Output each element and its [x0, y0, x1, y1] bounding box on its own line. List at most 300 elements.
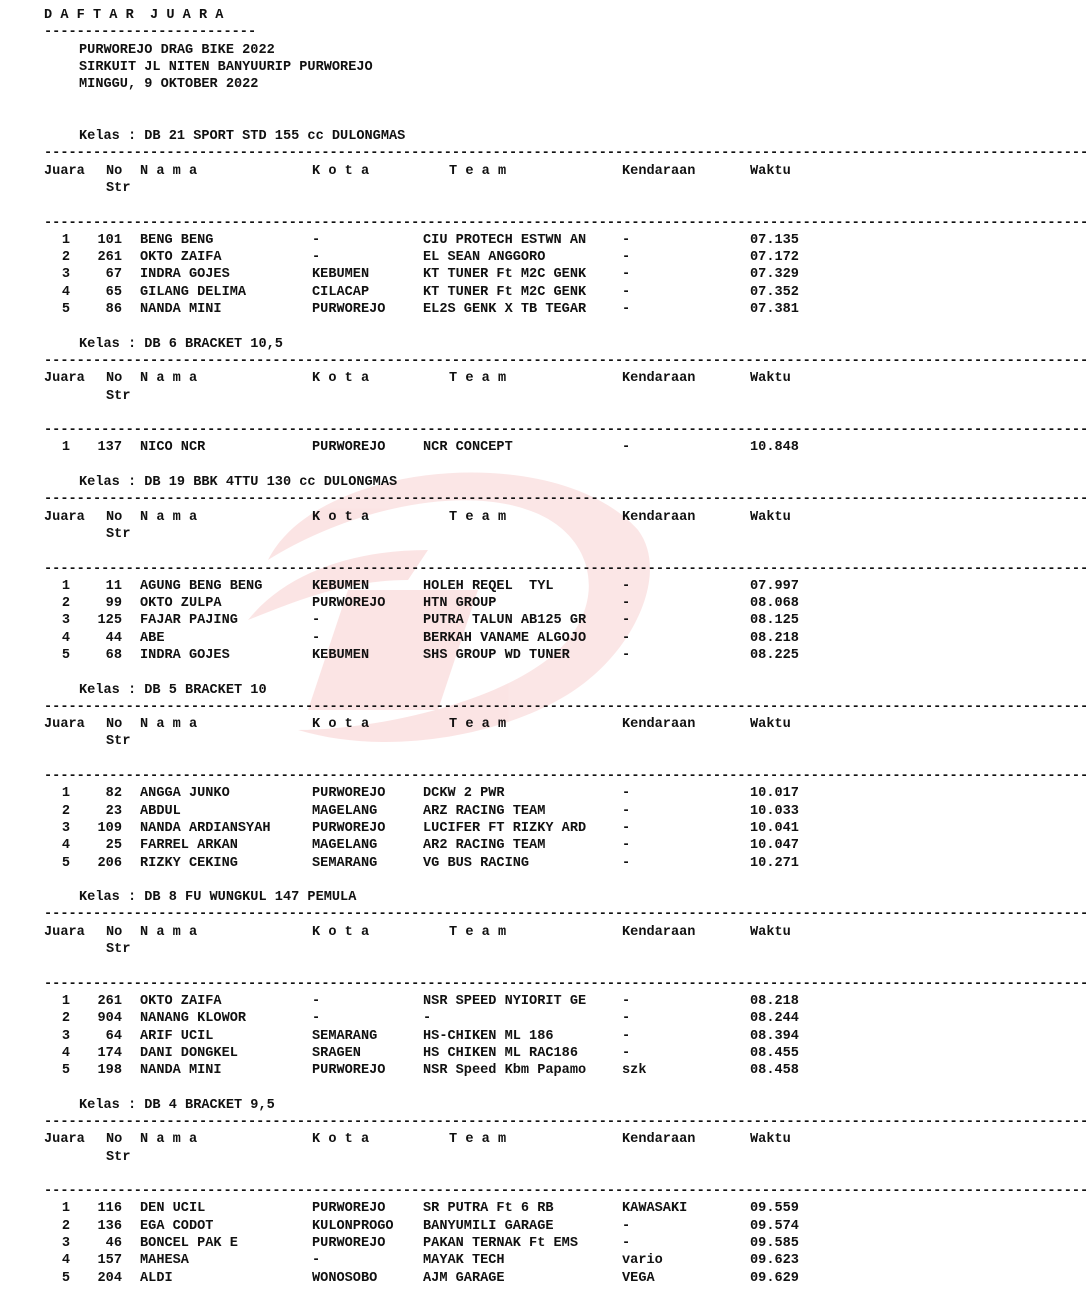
table-row [44, 993, 834, 1010]
cell-juara: 2 [61, 250, 70, 266]
cell-team: VG BUS RACING [423, 855, 530, 871]
cell-kendaraan: szk [622, 1063, 647, 1079]
cell-juara: 5 [61, 302, 70, 318]
cell-nama: BENG BENG [140, 232, 214, 248]
cell-nama: OKTO ZAIFA [140, 993, 222, 1009]
table-header [44, 370, 834, 387]
table-row [44, 249, 834, 266]
cell-no: 101 [97, 232, 122, 248]
col-kendaraan-header: Kendaraan [622, 717, 696, 733]
blank-line [44, 664, 834, 681]
cell-kendaraan: - [622, 786, 631, 802]
cell-no: 44 [105, 630, 122, 646]
cell-kota: - [312, 993, 321, 1009]
cell-juara: 1 [61, 1201, 70, 1217]
col-waktu-header: Waktu [750, 371, 791, 387]
cell-kota: - [312, 613, 321, 629]
table-rule: -------------------------------------------------------------------------------------------------------------------------------- [44, 215, 1088, 231]
cell-nama: NANANG KLOWOR [140, 1011, 247, 1027]
blank-line [44, 1166, 834, 1183]
page-title: D A F T A R J U A R A [44, 8, 224, 23]
cell-juara: 5 [61, 1270, 70, 1286]
cell-nama: NANDA MINI [140, 302, 222, 318]
cell-juara: 4 [61, 838, 70, 854]
cell-team: KT TUNER Ft M2C GENK [423, 267, 587, 283]
col-juara-header: Juara [44, 717, 85, 733]
col-no-header: No [106, 924, 123, 940]
cell-no: 86 [105, 302, 122, 318]
cell-waktu: 10.041 [750, 820, 799, 836]
col-team-header: T e a m [449, 163, 507, 179]
cell-kota: SEMARANG [312, 1028, 378, 1044]
cell-kota: PURWOREJO [312, 1063, 386, 1079]
table-rule: -------------------------------------------------------------------------------------------------------------------------------- [44, 699, 1088, 715]
class-title: Kelas : DB 19 BBK 4TTU 130 cc DULONGMAS [79, 475, 398, 491]
table-row [44, 1218, 834, 1235]
cell-no: 136 [97, 1218, 122, 1234]
table-header-line2 [44, 1149, 834, 1166]
cell-no: 198 [97, 1063, 122, 1079]
results-sheet [44, 7, 1088, 1304]
col-kendaraan-header: Kendaraan [622, 924, 696, 940]
cell-waktu: 08.244 [750, 1011, 799, 1027]
table-row [44, 820, 834, 837]
col-team-header: T e a m [449, 509, 507, 525]
col-no-header: No [106, 163, 123, 179]
col-kendaraan-header: Kendaraan [622, 1132, 696, 1148]
table-header-line2 [44, 388, 834, 405]
col-juara-header: Juara [44, 371, 85, 387]
table-header-line2 [44, 180, 834, 197]
col-nama-header: N a m a [140, 371, 198, 387]
table-header [44, 924, 834, 941]
col-waktu-header: Waktu [750, 163, 791, 179]
cell-no: 174 [97, 1045, 122, 1061]
cell-kendaraan: - [622, 855, 631, 871]
table-rule: -------------------------------------------------------------------------------------------------------------------------------- [44, 492, 1088, 508]
cell-team: - [423, 1011, 432, 1027]
table-rule: -------------------------------------------------------------------------------------------------------------------------------- [44, 353, 1088, 369]
cell-waktu: 10.848 [750, 440, 799, 456]
cell-waktu: 10.033 [750, 803, 799, 819]
table-row [44, 1235, 834, 1252]
col-no-header: No [106, 1132, 123, 1148]
col-kota-header: K o t a [312, 163, 370, 179]
cell-waktu: 10.017 [750, 786, 799, 802]
cell-juara: 3 [61, 820, 70, 836]
cell-no: 116 [97, 1201, 122, 1217]
cell-kendaraan: - [622, 232, 631, 248]
cell-kota: - [312, 1011, 321, 1027]
cell-kota: PURWOREJO [312, 1236, 386, 1252]
cell-kota: PURWOREJO [312, 596, 386, 612]
table-header-line2 [44, 733, 834, 750]
cell-juara: 4 [61, 284, 70, 300]
cell-kendaraan: - [622, 803, 631, 819]
table-row [44, 785, 834, 802]
cell-no: 67 [105, 267, 122, 283]
cell-kendaraan: - [622, 440, 631, 456]
cell-kota: PURWOREJO [312, 302, 386, 318]
blank-line [44, 457, 834, 474]
cell-team: ARZ RACING TEAM [423, 803, 546, 819]
col-team-header: T e a m [449, 1132, 507, 1148]
cell-team: PAKAN TERNAK Ft EMS [423, 1236, 578, 1252]
cell-juara: 3 [61, 1028, 70, 1044]
table-row [44, 1062, 834, 1079]
cell-kota: KULONPROGO [312, 1218, 394, 1234]
table-row [44, 284, 834, 301]
cell-kota: KEBUMEN [312, 578, 370, 594]
cell-nama: FARREL ARKAN [140, 838, 238, 854]
blank-line [44, 111, 834, 128]
cell-team: AR2 RACING TEAM [423, 838, 546, 854]
cell-juara: 5 [61, 647, 70, 663]
cell-kendaraan: vario [622, 1253, 663, 1269]
cell-nama: ABE [140, 630, 165, 646]
col-waktu-header: Waktu [750, 509, 791, 525]
cell-waktu: 09.574 [750, 1218, 799, 1234]
col-kota-header: K o t a [312, 371, 370, 387]
class-section [44, 474, 1088, 682]
col-juara-header: Juara [44, 924, 85, 940]
table-rule: -------------------------------------------------------------------------------------------------------------------------------- [44, 769, 1088, 785]
col-waktu-header: Waktu [750, 924, 791, 940]
cell-no: 204 [97, 1270, 122, 1286]
cell-waktu: 09.559 [750, 1201, 799, 1217]
cell-no: 11 [105, 578, 122, 594]
table-row [44, 439, 834, 456]
cell-team: HS-CHIKEN ML 186 [423, 1028, 554, 1044]
table-row [44, 578, 834, 595]
event-venue: SIRKUIT JL NITEN BANYUURIP PURWOREJO [79, 59, 373, 75]
cell-juara: 4 [61, 630, 70, 646]
cell-nama: INDRA GOJES [140, 267, 230, 283]
cell-juara: 2 [61, 1011, 70, 1027]
blank-line [44, 1287, 834, 1304]
cell-no: 82 [105, 786, 122, 802]
cell-team: PUTRA TALUN AB125 GR [423, 613, 587, 629]
cell-nama: AGUNG BENG BENG [140, 578, 263, 594]
blank-line [44, 318, 834, 335]
cell-kota: MAGELANG [312, 838, 378, 854]
cell-waktu: 07.135 [750, 232, 799, 248]
table-row [44, 1270, 834, 1287]
title-underline: -------------------------- [44, 25, 257, 41]
cell-juara: 4 [61, 1253, 70, 1269]
col-juara-header: Juara [44, 1132, 85, 1148]
cell-kota: PURWOREJO [312, 1201, 386, 1217]
event-name: PURWOREJO DRAG BIKE 2022 [79, 42, 275, 58]
cell-waktu: 07.172 [750, 250, 799, 266]
cell-kendaraan: KAWASAKI [622, 1201, 688, 1217]
table-rule: -------------------------------------------------------------------------------------------------------------------------------- [44, 1184, 1088, 1200]
cell-kendaraan: - [622, 1045, 631, 1061]
cell-waktu: 09.623 [750, 1253, 799, 1269]
cell-nama: GILANG DELIMA [140, 284, 247, 300]
cell-kota: KEBUMEN [312, 647, 370, 663]
table-header-line2 [44, 941, 834, 958]
table-rule: -------------------------------------------------------------------------------------------------------------------------------- [44, 561, 1088, 577]
cell-kota: - [312, 1253, 321, 1269]
col-team-header: T e a m [449, 924, 507, 940]
cell-nama: DANI DONGKEL [140, 1045, 238, 1061]
class-section [44, 1097, 1088, 1304]
col-nama-header: N a m a [140, 163, 198, 179]
class-section [44, 128, 1088, 336]
cell-nama: DEN UCIL [140, 1201, 206, 1217]
cell-kendaraan: - [622, 578, 631, 594]
cell-nama: NANDA MINI [140, 1063, 222, 1079]
cell-team: SR PUTRA Ft 6 RB [423, 1201, 554, 1217]
cell-team: HOLEH REQEL TYL [423, 578, 554, 594]
cell-juara: 1 [61, 993, 70, 1009]
cell-team: HTN GROUP [423, 596, 497, 612]
cell-waktu: 08.218 [750, 993, 799, 1009]
cell-team: EL SEAN ANGGORO [423, 250, 546, 266]
cell-kendaraan: - [622, 1028, 631, 1044]
cell-kendaraan: - [622, 1236, 631, 1252]
cell-no: 23 [105, 803, 122, 819]
blank-line [44, 958, 834, 975]
cell-kota: - [312, 232, 321, 248]
cell-kota: - [312, 250, 321, 266]
table-row [44, 612, 834, 629]
cell-no: 261 [97, 250, 122, 266]
cell-nama: NICO NCR [140, 440, 206, 456]
cell-juara: 1 [61, 440, 70, 456]
col-nama-header: N a m a [140, 717, 198, 733]
cell-nama: ARIF UCIL [140, 1028, 214, 1044]
cell-waktu: 08.394 [750, 1028, 799, 1044]
cell-no: 125 [97, 613, 122, 629]
cell-juara: 5 [61, 1063, 70, 1079]
table-rule: -------------------------------------------------------------------------------------------------------------------------------- [44, 907, 1088, 923]
class-title: Kelas : DB 21 SPORT STD 155 cc DULONGMAS [79, 129, 406, 145]
cell-waktu: 10.271 [750, 855, 799, 871]
blank-line [44, 405, 834, 422]
cell-nama: ANGGA JUNKO [140, 786, 230, 802]
cell-no: 46 [105, 1236, 122, 1252]
blank-line [44, 872, 834, 889]
cell-nama: EGA CODOT [140, 1218, 214, 1234]
table-row [44, 630, 834, 647]
cell-no: 904 [97, 1011, 122, 1027]
cell-team: SHS GROUP WD TUNER [423, 647, 570, 663]
cell-juara: 4 [61, 1045, 70, 1061]
table-rule: -------------------------------------------------------------------------------------------------------------------------------- [44, 1115, 1088, 1130]
col-kota-header: K o t a [312, 509, 370, 525]
cell-team: NSR Speed Kbm Papamo [423, 1063, 587, 1079]
cell-nama: RIZKY CEKING [140, 855, 238, 871]
cell-juara: 5 [61, 855, 70, 871]
cell-kendaraan: - [622, 993, 631, 1009]
cell-kota: SRAGEN [312, 1045, 361, 1061]
col-kendaraan-header: Kendaraan [622, 509, 696, 525]
table-header [44, 509, 834, 526]
col-kota-header: K o t a [312, 717, 370, 733]
cell-kendaraan: - [622, 250, 631, 266]
table-rule: -------------------------------------------------------------------------------------------------------------------------------- [44, 976, 1088, 992]
cell-team: BERKAH VANAME ALGOJO [423, 630, 587, 646]
blank-line [44, 93, 834, 110]
class-title: Kelas : DB 6 BRACKET 10,5 [79, 336, 283, 352]
cell-nama: MAHESA [140, 1253, 189, 1269]
cell-nama: ALDI [140, 1270, 173, 1286]
col-kendaraan-header: Kendaraan [622, 163, 696, 179]
cell-no: 68 [105, 647, 122, 663]
cell-juara: 2 [61, 596, 70, 612]
col-str-header: Str [106, 180, 131, 196]
cell-kota: KEBUMEN [312, 267, 370, 283]
cell-nama: OKTO ZAIFA [140, 250, 222, 266]
table-header [44, 716, 834, 733]
col-nama-header: N a m a [140, 509, 198, 525]
cell-kendaraan: - [622, 1011, 631, 1027]
blank-line [44, 197, 834, 214]
col-str-header: Str [106, 388, 131, 404]
cell-kendaraan: - [622, 1218, 631, 1234]
col-str-header: Str [106, 734, 131, 750]
table-row [44, 1045, 834, 1062]
col-no-header: No [106, 717, 123, 733]
table-header-line2 [44, 526, 834, 543]
cell-kota: - [312, 630, 321, 646]
cell-waktu: 09.585 [750, 1236, 799, 1252]
cell-juara: 2 [61, 803, 70, 819]
cell-juara: 1 [61, 232, 70, 248]
col-kendaraan-header: Kendaraan [622, 371, 696, 387]
blank-line [44, 1079, 834, 1096]
cell-waktu: 08.125 [750, 613, 799, 629]
table-rule: -------------------------------------------------------------------------------------------------------------------------------- [44, 423, 1088, 439]
cell-kendaraan: - [622, 838, 631, 854]
cell-no: 157 [97, 1253, 122, 1269]
class-title: Kelas : DB 5 BRACKET 10 [79, 682, 267, 698]
cell-kendaraan: - [622, 613, 631, 629]
cell-kota: PURWOREJO [312, 440, 386, 456]
cell-nama: FAJAR PAJING [140, 613, 238, 629]
cell-kendaraan: - [622, 647, 631, 663]
cell-waktu: 09.629 [750, 1270, 799, 1286]
cell-no: 64 [105, 1028, 122, 1044]
blank-line [44, 751, 834, 768]
cell-nama: ABDUL [140, 803, 181, 819]
cell-kendaraan: - [622, 284, 631, 300]
cell-waktu: 08.455 [750, 1045, 799, 1061]
cell-nama: INDRA GOJES [140, 647, 230, 663]
col-kota-header: K o t a [312, 924, 370, 940]
cell-kendaraan: - [622, 596, 631, 612]
table-row [44, 266, 834, 283]
cell-no: 261 [97, 993, 122, 1009]
col-waktu-header: Waktu [750, 1132, 791, 1148]
cell-no: 65 [105, 284, 122, 300]
cell-kendaraan: - [622, 630, 631, 646]
cell-team: DCKW 2 PWR [423, 786, 505, 802]
table-header [44, 163, 834, 180]
cell-kota: MAGELANG [312, 803, 378, 819]
cell-waktu: 07.381 [750, 302, 799, 318]
cell-no: 206 [97, 855, 122, 871]
cell-team: NCR CONCEPT [423, 440, 513, 456]
table-header [44, 1131, 834, 1148]
table-row [44, 1200, 834, 1217]
cell-waktu: 07.329 [750, 267, 799, 283]
cell-waktu: 08.458 [750, 1063, 799, 1079]
cell-juara: 3 [61, 1236, 70, 1252]
table-row [44, 301, 834, 318]
col-nama-header: N a m a [140, 924, 198, 940]
cell-team: MAYAK TECH [423, 1253, 505, 1269]
cell-kendaraan: - [622, 302, 631, 318]
cell-kendaraan: - [622, 267, 631, 283]
cell-kendaraan: VEGA [622, 1270, 655, 1286]
cell-waktu: 08.218 [750, 630, 799, 646]
col-nama-header: N a m a [140, 1132, 198, 1148]
cell-juara: 1 [61, 578, 70, 594]
table-row [44, 1010, 834, 1027]
cell-kota: PURWOREJO [312, 820, 386, 836]
cell-waktu: 07.997 [750, 578, 799, 594]
col-str-header: Str [106, 526, 131, 542]
cell-nama: BONCEL PAK E [140, 1236, 238, 1252]
cell-kendaraan: - [622, 820, 631, 836]
cell-juara: 3 [61, 267, 70, 283]
cell-juara: 2 [61, 1218, 70, 1234]
cell-no: 109 [97, 820, 122, 836]
table-row [44, 232, 834, 249]
cell-juara: 3 [61, 613, 70, 629]
class-section [44, 336, 1088, 474]
class-section [44, 889, 1088, 1097]
table-row [44, 855, 834, 872]
col-no-header: No [106, 371, 123, 387]
cell-kota: SEMARANG [312, 855, 378, 871]
cell-kota: WONOSOBO [312, 1270, 378, 1286]
col-juara-header: Juara [44, 163, 85, 179]
cell-no: 25 [105, 838, 122, 854]
table-row [44, 595, 834, 612]
cell-kota: PURWOREJO [312, 786, 386, 802]
table-row [44, 1028, 834, 1045]
table-row [44, 837, 834, 854]
cell-team: CIU PROTECH ESTWN AN [423, 232, 587, 248]
cell-team: KT TUNER Ft M2C GENK [423, 284, 587, 300]
col-str-header: Str [106, 1149, 131, 1165]
cell-team: BANYUMILI GARAGE [423, 1218, 554, 1234]
cell-team: HS CHIKEN ML RAC186 [423, 1045, 578, 1061]
cell-no: 137 [97, 440, 122, 456]
table-rule: -------------------------------------------------------------------------------------------------------------------------------- [44, 146, 1088, 162]
col-waktu-header: Waktu [750, 717, 791, 733]
col-no-header: No [106, 509, 123, 525]
table-row [44, 1252, 834, 1269]
table-row [44, 803, 834, 820]
class-list [44, 128, 1088, 1304]
cell-nama: OKTO ZULPA [140, 596, 222, 612]
class-title: Kelas : DB 8 FU WUNGKUL 147 PEMULA [79, 890, 357, 906]
cell-juara: 1 [61, 786, 70, 802]
cell-team: LUCIFER FT RIZKY ARD [423, 820, 587, 836]
cell-team: EL2S GENK X TB TEGAR [423, 302, 587, 318]
event-date: MINGGU, 9 OKTOBER 2022 [79, 77, 259, 93]
table-row [44, 647, 834, 664]
cell-team: NSR SPEED NYIORIT GE [423, 993, 587, 1009]
cell-no: 99 [105, 596, 122, 612]
cell-waktu: 07.352 [750, 284, 799, 300]
cell-waktu: 10.047 [750, 838, 799, 854]
